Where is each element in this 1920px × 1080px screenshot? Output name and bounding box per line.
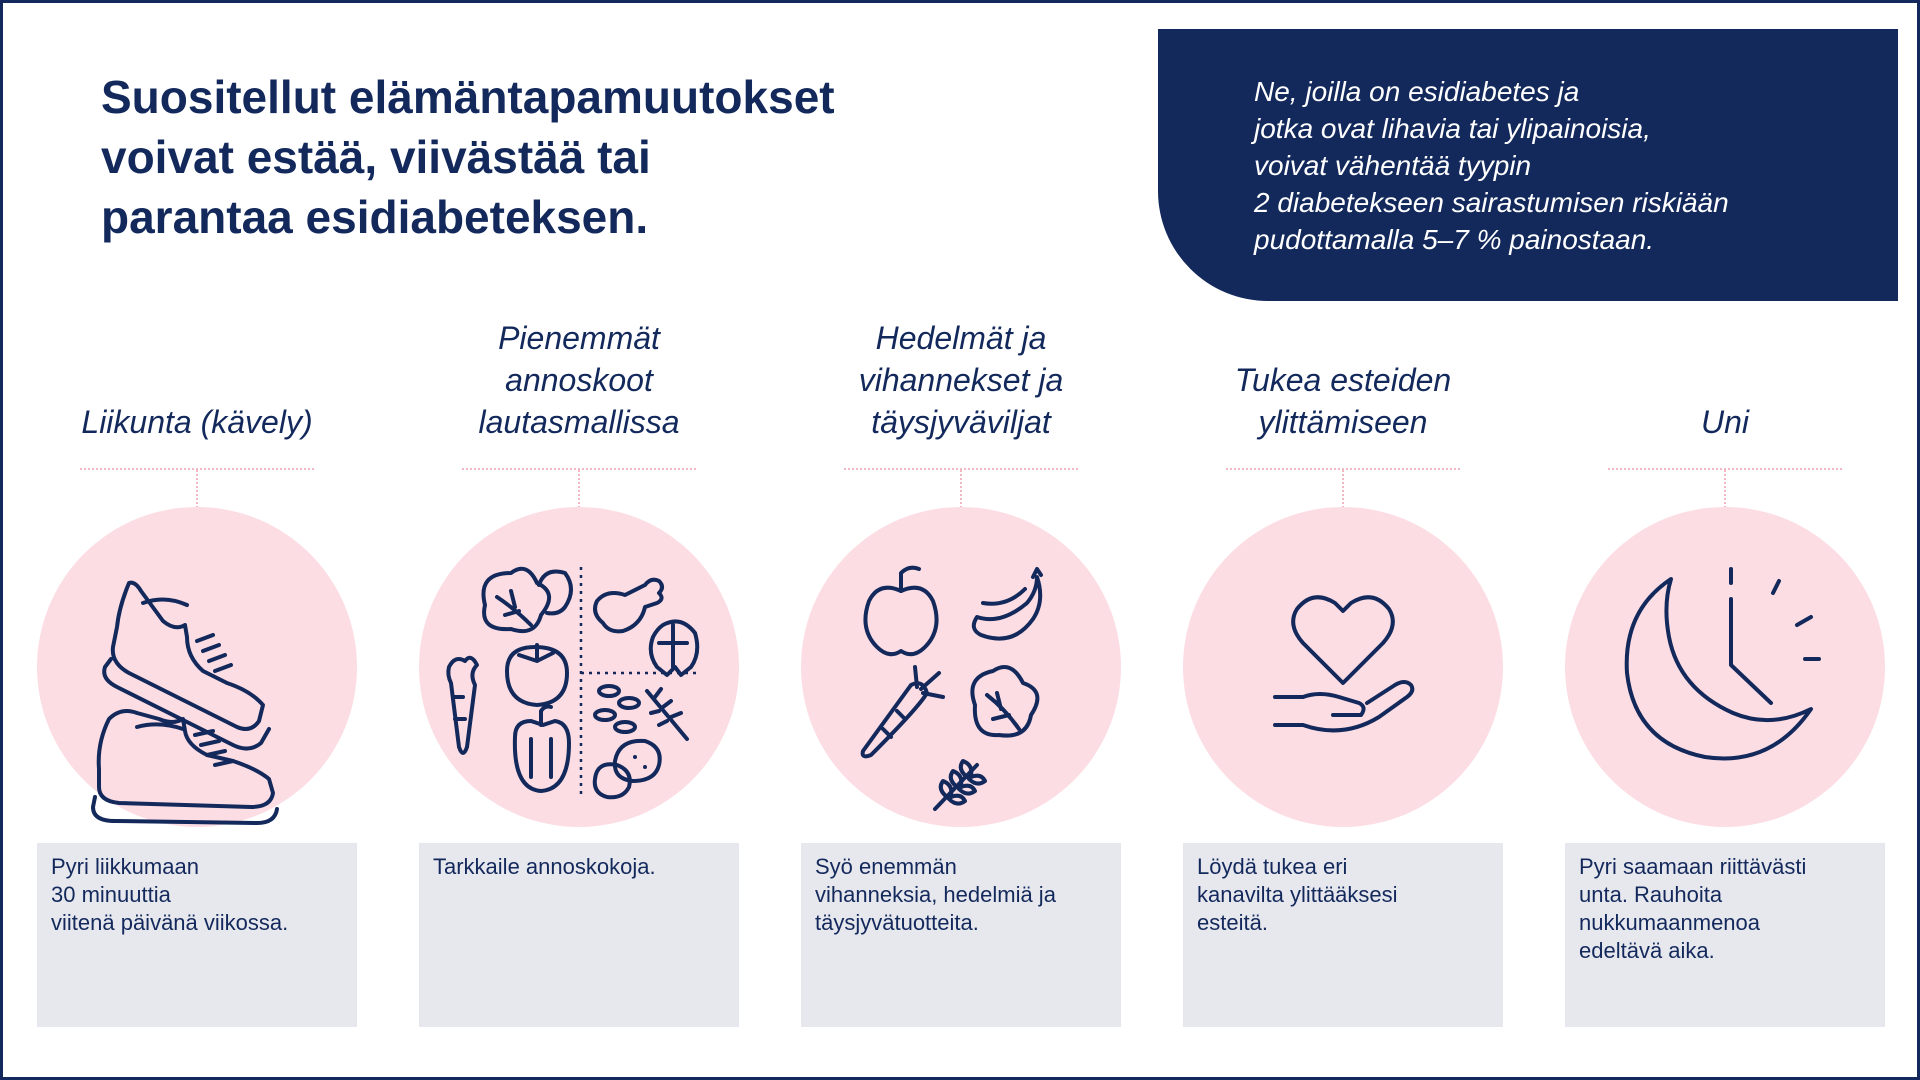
icon-circle: [1565, 507, 1885, 827]
callout-box: [1158, 29, 1898, 301]
card-portions: [418, 320, 740, 1033]
headline-line: voivat estää, viivästää tai: [101, 131, 651, 183]
headline: [101, 67, 1001, 247]
card-description: [1565, 843, 1885, 1027]
card-sleep: [1564, 333, 1886, 1033]
card-title-line: ylittämiseen: [1258, 404, 1428, 440]
desc-line: Syö enemmän: [815, 854, 957, 879]
card-title: [800, 317, 1122, 443]
card-title: [1182, 359, 1504, 443]
callout-line: voivat vähentää tyypin: [1254, 150, 1532, 181]
card-fruits-vegetables: [800, 320, 1122, 1033]
desc-line: Tarkkaile annoskokoja.: [433, 854, 656, 879]
card-title-line: annoskoot: [505, 362, 653, 398]
icon-circle: [801, 507, 1121, 827]
desc-line: unta. Rauhoita: [1579, 882, 1723, 907]
card-title-line: Uni: [1700, 404, 1749, 440]
sneakers-icon: [37, 507, 357, 827]
desc-line: Pyri liikkumaan: [51, 854, 199, 879]
desc-line: esteitä.: [1197, 910, 1268, 935]
title-connector: [1724, 470, 1726, 508]
card-title-line: Tukea esteiden: [1234, 362, 1452, 398]
headline-line: Suositellut elämäntapamuutokset: [101, 71, 835, 123]
card-description: [37, 843, 357, 1027]
headline-line: parantaa esidiabeteksen.: [101, 191, 649, 243]
desc-line: vihanneksia, hedelmiä ja: [815, 882, 1056, 907]
title-connector: [1342, 470, 1344, 508]
card-title-line: Hedelmät ja: [875, 320, 1047, 356]
card-title: [1564, 401, 1886, 443]
callout-line: 2 diabetekseen sairastumisen riskiään: [1254, 187, 1729, 218]
card-title-line: vihannekset ja: [858, 362, 1064, 398]
callout-line: Ne, joilla on esidiabetes ja: [1254, 76, 1580, 107]
title-connector: [196, 470, 198, 508]
icon-circle: [37, 507, 357, 827]
desc-line: nukkumaanmenoa: [1579, 910, 1761, 935]
card-title-line: lautasmallissa: [478, 404, 680, 440]
card-title-line: Liikunta (kävely): [81, 404, 313, 440]
title-connector: [960, 470, 962, 508]
icon-circle: [1183, 507, 1503, 827]
card-description: [419, 843, 739, 1027]
desc-line: täysjyvätuotteita.: [815, 910, 979, 935]
title-connector: [578, 470, 580, 508]
icon-circle: [419, 507, 739, 827]
card-title: [36, 401, 358, 443]
moon-clock-icon: [1565, 507, 1885, 827]
card-title: [418, 317, 740, 443]
card-exercise: [36, 333, 358, 1033]
card-description: [801, 843, 1121, 1027]
card-title-line: Pienemmät: [498, 320, 660, 356]
desc-line: viitenä päivänä viikossa.: [51, 910, 289, 935]
desc-line: Pyri saamaan riittävästi: [1579, 854, 1807, 879]
heart-in-hand-icon: [1183, 507, 1503, 827]
desc-line: 30 minuuttia: [51, 882, 171, 907]
callout-line: jotka ovat lihavia tai ylipainoisia,: [1254, 113, 1651, 144]
desc-line: edeltävä aika.: [1579, 938, 1715, 963]
card-title-line: täysjyväviljat: [871, 404, 1051, 440]
card-description: [1183, 843, 1503, 1027]
fruits-vegetables-icon: [801, 507, 1121, 827]
card-support: [1182, 333, 1504, 1033]
desc-line: Löydä tukea eri: [1197, 854, 1348, 879]
callout-line: pudottamalla 5–7 % painostaan.: [1254, 224, 1655, 255]
desc-line: kanavilta ylittääksesi: [1197, 882, 1398, 907]
plate-model-icon: [419, 507, 739, 827]
